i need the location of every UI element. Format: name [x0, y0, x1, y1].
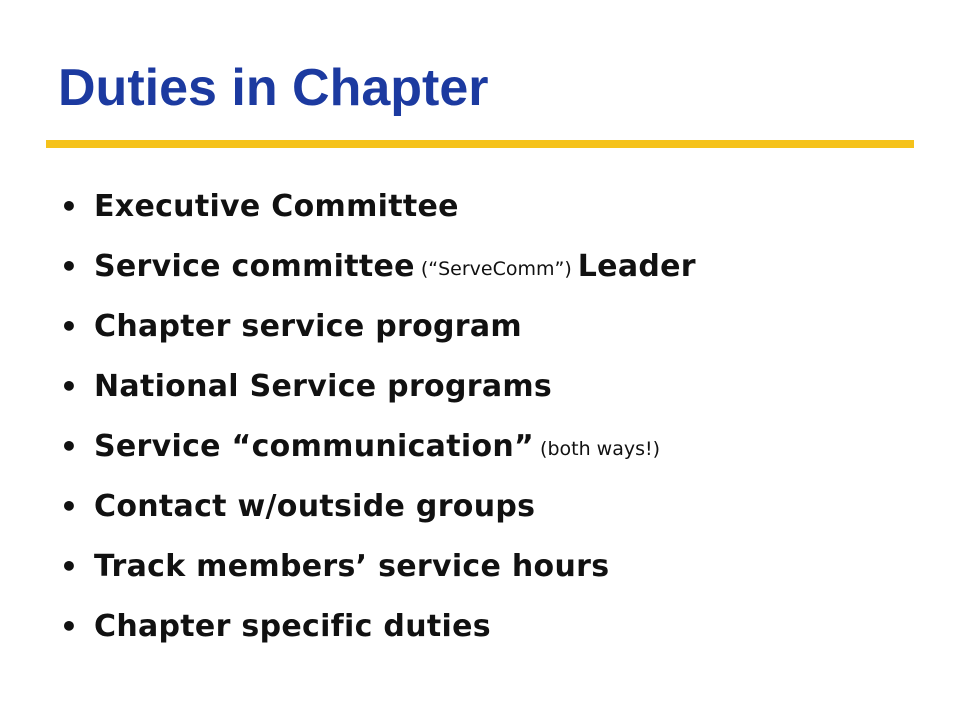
list-item	[60, 596, 696, 656]
list-item	[60, 296, 696, 356]
bullet-marker: •	[60, 609, 78, 643]
list-item-text: Service committee	[94, 248, 415, 284]
list-item-text: Executive Committee	[94, 188, 459, 224]
list-item	[60, 476, 696, 536]
list-item	[60, 416, 696, 476]
list-item	[60, 176, 696, 236]
list-item-text: Contact w/outside groups	[94, 488, 536, 524]
bullet-list	[60, 176, 696, 656]
bullet-marker: •	[60, 249, 78, 283]
bullet-marker: •	[60, 189, 78, 223]
list-item-text: Chapter specific duties	[94, 608, 491, 644]
list-item	[60, 356, 696, 416]
list-item-note: (both ways!)	[540, 438, 661, 460]
list-item-text: Track members’ service hours	[94, 548, 610, 584]
bullet-marker: •	[60, 429, 78, 463]
title-underline-rule	[46, 140, 914, 148]
bullet-marker: •	[60, 489, 78, 523]
list-item	[60, 536, 696, 596]
list-item-text: Service “communication”	[94, 428, 535, 464]
list-item-note: (“ServeComm”)	[420, 258, 572, 280]
bullet-marker: •	[60, 309, 78, 343]
bullet-marker: •	[60, 549, 78, 583]
list-item-text: Chapter service program	[94, 308, 522, 344]
list-item	[60, 236, 696, 296]
list-item-text: National Service programs	[94, 368, 553, 404]
list-item-suffix: Leader	[577, 248, 696, 284]
bullet-marker: •	[60, 369, 78, 403]
slide-title: Duties in Chapter	[58, 59, 489, 117]
